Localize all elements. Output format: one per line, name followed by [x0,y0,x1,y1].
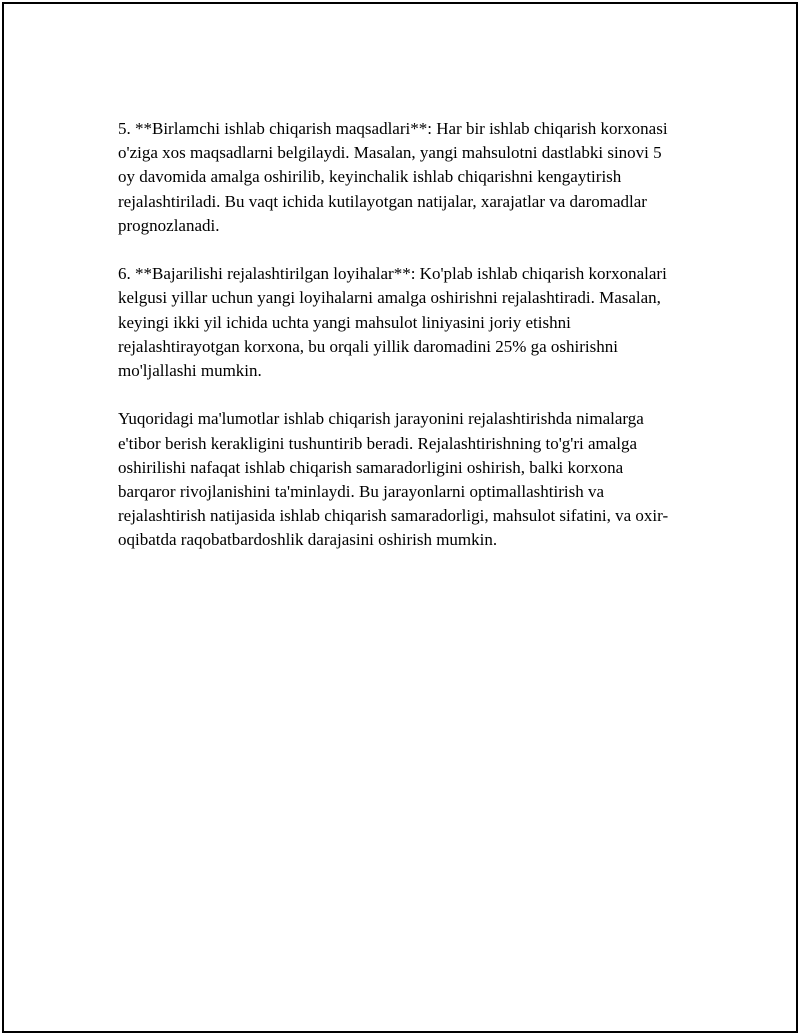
paragraph-production-goals: 5. **Birlamchi ishlab chiqarish maqsadlari**: Har bir ishlab chiqarish korxonasi o'ziga xos maqsadlarni belgilaydi. Masalan, yangi mahsulotni dastlabki sinovi 5 oy davomida amalga oshirilib, keyinchalik ishlab chiqarishni kengaytirish rejalashtiriladi. Bu vaqt ichida kutilayotgan natijalar, xarajatlar va daromadlar prognozlanadi. [118,119,668,235]
paragraph-conclusion: Yuqoridagi ma'lumotlar ishlab chiqarish jarayonini rejalashtirishda nimalarga e'tibor berish kerakligini tushuntirib beradi. Rejalashtirishning to'g'ri amalga oshirilishi nafaqat ishlab chiqarish samaradorligini oshirish, balki korxona barqaror rivojlanishini ta'minlaydi. Bu jarayonlarni optimallashtirish va rejalashtirish natijasida ishlab chiqarish samaradorligi, mahsulot sifatini, va oxir-oqibatda raqobatbardoshlik darajasini oshirish mumkin. [118,409,669,550]
paragraph-planned-projects: 6. **Bajarilishi rejalashtirilgan loyihalar**: Ko'plab ishlab chiqarish korxonalari kelgusi yillar uchun yangi loyihalarni amalga oshirishni rejalashtiradi. Masalan, keyingi ikki yil ichida uchta yangi mahsulot liniyasini joriy etishni rejalashtirayotgan korxona, bu orqali yillik daromadini 25% ga oshirishni mo'ljallashi mumkin. [118,264,667,381]
document-body [118,117,678,553]
